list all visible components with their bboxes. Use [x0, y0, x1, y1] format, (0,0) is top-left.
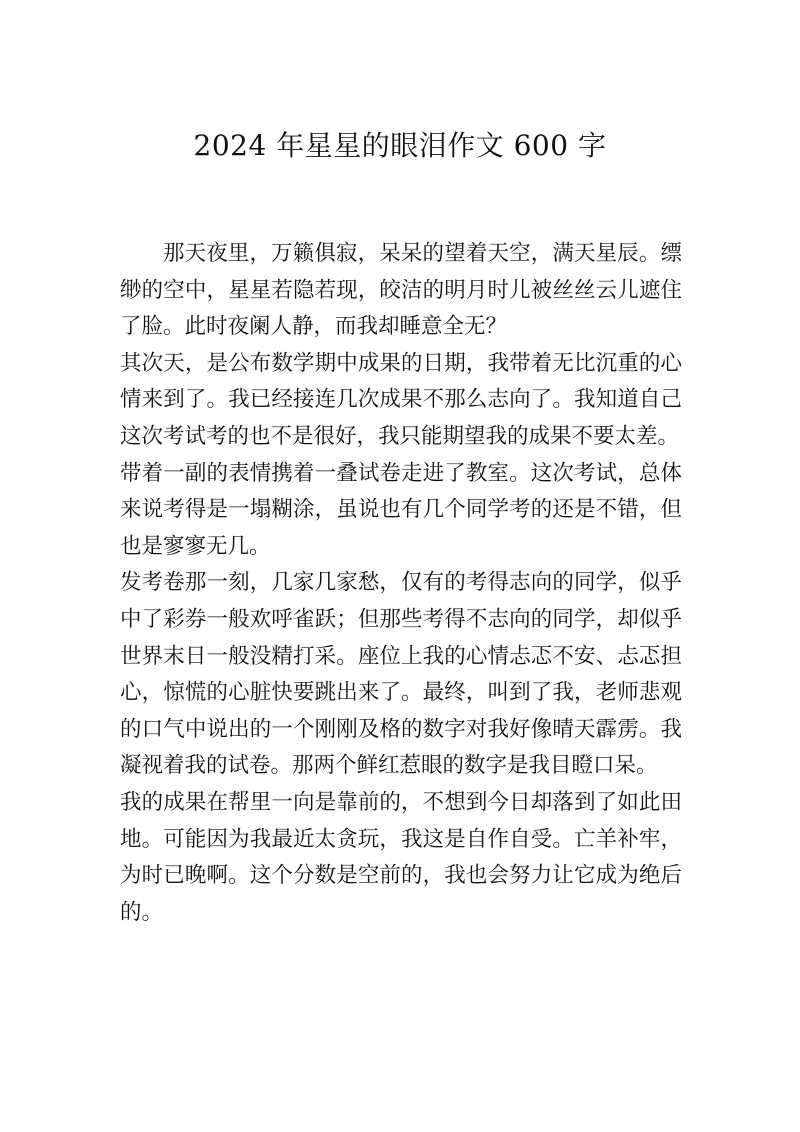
paragraph-3: 带着一副的表情携着一叠试卷走进了教室。这次考试，总体来说考得是一塌糊涂，虽说也有几个同学考的还是不错，但也是寥寥无几。: [120, 460, 682, 559]
paragraph-4: 发考卷那一刻，几家几家愁，仅有的考得志向的同学，似乎中了彩券一般欢呼雀跃；但那些考得不志向的同学，却似乎世界末日一般没精打采。座位上我的心情忐忑不安、忐忑担心，惊慌的心脏快要跳出来了。最终，叫到了我，老师悲观的口气中说出的一个刚刚及格的数字对我好像晴天霹雳。我凝视着我的试卷。那两个鲜红惹眼的数字是我目瞪口呆。: [120, 570, 682, 779]
paragraph-1: 那天夜里，万籁俱寂，呆呆的望着天空，满天星辰。缥缈的空中，星星若隐若现，皎洁的明月时儿被丝丝云儿遮住了脸。此时夜阑人静，而我却睡意全无？: [120, 241, 682, 340]
paragraph-5: 我的成果在帮里一向是靠前的，不想到今日却落到了如此田地。可能因为我最近太贪玩，我这是自作自受。亡羊补牢，为时已晚啊。这个分数是空前的，我也会努力让它成为绝后的。: [120, 789, 682, 925]
document-body: [120, 236, 682, 931]
paragraph-2: 其次天，是公布数学期中成果的日期，我带着无比沉重的心情来到了。我已经接连几次成果不那么志向了。我知道自己这次考试考的也不是很好，我只能期望我的成果不要太差。: [120, 350, 682, 449]
document-title: 2024 年星星的眼泪作文 600 字: [193, 129, 607, 162]
